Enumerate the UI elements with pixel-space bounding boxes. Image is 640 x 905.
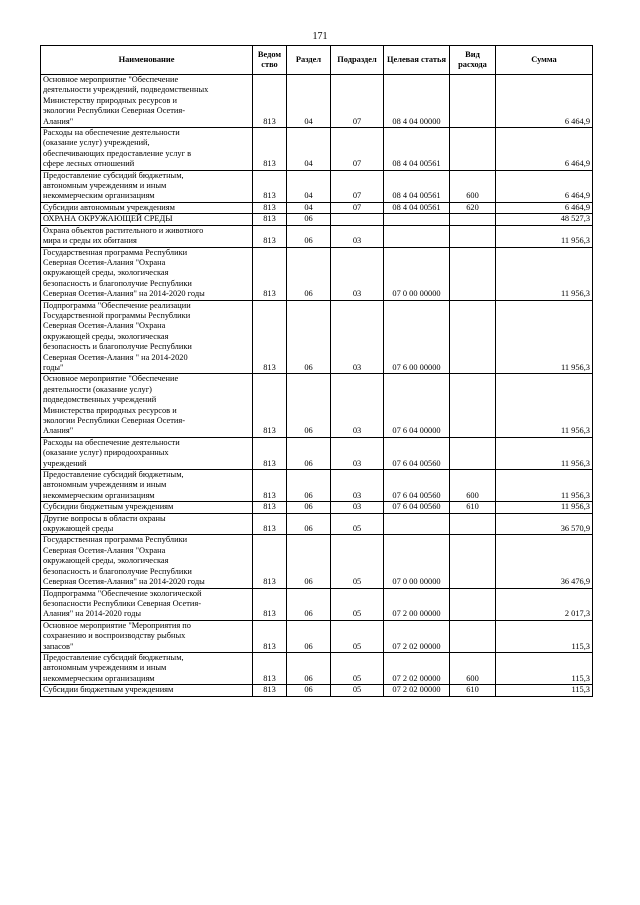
- cell-sum: 11 956,3: [496, 437, 593, 469]
- cell-target: 07 6 04 00560: [384, 470, 450, 502]
- cell-name: Субсидии бюджетным учреждениям: [41, 502, 253, 513]
- cell-target: 07 0 00 00000: [384, 247, 450, 300]
- cell-podrazdel: [331, 214, 384, 225]
- cell-vid: [450, 214, 496, 225]
- cell-razdel: 06: [287, 437, 331, 469]
- cell-podrazdel: 03: [331, 502, 384, 513]
- cell-podrazdel: 03: [331, 225, 384, 247]
- table-row: [41, 535, 593, 588]
- cell-sum: 36 570,9: [496, 513, 593, 535]
- cell-target: 08 4 04 00561: [384, 202, 450, 213]
- cell-name: Расходы на обеспечение деятельности (оказание услуг) учреждений, обеспечивающих предоставление услуг в сфере лесных отношений: [41, 128, 253, 171]
- header-razdel: Раздел: [287, 46, 331, 75]
- cell-name: Основное мероприятие "Обеспечение деятельности (оказание услуг) подведомственных учреждений Министерства природных ресурсов и экологии Республики Северная Осетия- Алания": [41, 374, 253, 437]
- cell-name: Предоставление субсидий бюджетным, автономным учреждениям и иным некоммерческим организациям: [41, 470, 253, 502]
- cell-name: Охрана объектов растительного и животного мира и среды их обитания: [41, 225, 253, 247]
- cell-vedom: 813: [253, 374, 287, 437]
- cell-name: Субсидии автономным учреждениям: [41, 202, 253, 213]
- header-vedom: Ведом ство: [253, 46, 287, 75]
- cell-vedom: 813: [253, 247, 287, 300]
- cell-razdel: 06: [287, 225, 331, 247]
- table-row: [41, 202, 593, 213]
- table-header-row: [41, 46, 593, 75]
- cell-podrazdel: 03: [331, 437, 384, 469]
- cell-podrazdel: 07: [331, 128, 384, 171]
- cell-sum: 2 017,3: [496, 588, 593, 620]
- cell-podrazdel: 05: [331, 513, 384, 535]
- cell-razdel: 06: [287, 300, 331, 374]
- cell-razdel: 04: [287, 75, 331, 128]
- cell-vedom: 813: [253, 202, 287, 213]
- table-row: [41, 502, 593, 513]
- cell-target: 07 2 02 00000: [384, 620, 450, 652]
- table-row: [41, 374, 593, 437]
- cell-sum: 11 956,3: [496, 225, 593, 247]
- cell-name: Предоставление субсидий бюджетным, автономным учреждениям и иным некоммерческим организациям: [41, 652, 253, 684]
- cell-target: 07 2 02 00000: [384, 652, 450, 684]
- cell-vid: [450, 620, 496, 652]
- cell-podrazdel: 03: [331, 470, 384, 502]
- cell-target: 07 6 04 00000: [384, 374, 450, 437]
- cell-vedom: 813: [253, 225, 287, 247]
- cell-target: [384, 214, 450, 225]
- cell-razdel: 06: [287, 685, 331, 696]
- cell-vid: [450, 374, 496, 437]
- cell-sum: 11 956,3: [496, 470, 593, 502]
- cell-vid: [450, 247, 496, 300]
- cell-target: 07 0 00 00000: [384, 535, 450, 588]
- header-podrazdel: Подраздел: [331, 46, 384, 75]
- cell-vid: [450, 225, 496, 247]
- table-row: [41, 75, 593, 128]
- cell-target: 07 2 02 00000: [384, 685, 450, 696]
- budget-table: [40, 45, 593, 697]
- cell-razdel: 04: [287, 128, 331, 171]
- cell-vedom: 813: [253, 535, 287, 588]
- cell-sum: 48 527,3: [496, 214, 593, 225]
- cell-vedom: 813: [253, 437, 287, 469]
- cell-sum: 6 464,9: [496, 75, 593, 128]
- cell-razdel: 06: [287, 620, 331, 652]
- header-name: Наименование: [41, 46, 253, 75]
- cell-sum: 6 464,9: [496, 170, 593, 202]
- cell-razdel: 06: [287, 535, 331, 588]
- cell-vedom: 813: [253, 685, 287, 696]
- cell-name: Подпрограмма "Обеспечение экологической безопасности Республики Северная Осетия- Алания" на 2014-2020 годы: [41, 588, 253, 620]
- cell-name: Предоставление субсидий бюджетным, автономным учреждениям и иным некоммерческим организациям: [41, 170, 253, 202]
- cell-razdel: 06: [287, 247, 331, 300]
- cell-vedom: 813: [253, 502, 287, 513]
- table-row: [41, 170, 593, 202]
- cell-vid: [450, 513, 496, 535]
- cell-podrazdel: 05: [331, 685, 384, 696]
- cell-podrazdel: 05: [331, 535, 384, 588]
- cell-vedom: 813: [253, 128, 287, 171]
- cell-sum: 6 464,9: [496, 202, 593, 213]
- cell-sum: 115,3: [496, 652, 593, 684]
- cell-podrazdel: 07: [331, 170, 384, 202]
- cell-target: 08 4 04 00000: [384, 75, 450, 128]
- cell-vedom: 813: [253, 470, 287, 502]
- cell-vid: [450, 128, 496, 171]
- cell-vedom: 813: [253, 652, 287, 684]
- cell-name: Государственная программа Республики Северная Осетия-Алания "Охрана окружающей среды, экологическая безопасность и благополучие Республики Северная Осетия-Алания" на 2014-2020 годы: [41, 247, 253, 300]
- cell-sum: 11 956,3: [496, 502, 593, 513]
- cell-vid: [450, 437, 496, 469]
- cell-name: Государственная программа Республики Северная Осетия-Алания "Охрана окружающей среды, экологическая безопасность и благополучие Республики Северная Осетия-Алания" на 2014-2020 годы: [41, 535, 253, 588]
- cell-podrazdel: 03: [331, 247, 384, 300]
- header-vid: Вид расхода: [450, 46, 496, 75]
- table-row: [41, 470, 593, 502]
- cell-vid: 600: [450, 652, 496, 684]
- cell-vid: [450, 75, 496, 128]
- cell-vedom: 813: [253, 513, 287, 535]
- table-row: [41, 620, 593, 652]
- cell-target: 07 2 00 00000: [384, 588, 450, 620]
- cell-vid: 620: [450, 202, 496, 213]
- table-row: [41, 685, 593, 696]
- cell-sum: 11 956,3: [496, 374, 593, 437]
- cell-razdel: 06: [287, 470, 331, 502]
- cell-podrazdel: 05: [331, 588, 384, 620]
- cell-name: ОХРАНА ОКРУЖАЮЩЕЙ СРЕДЫ: [41, 214, 253, 225]
- cell-podrazdel: 07: [331, 202, 384, 213]
- page-number: 171: [312, 31, 328, 42]
- cell-vid: 600: [450, 470, 496, 502]
- cell-vid: [450, 535, 496, 588]
- cell-razdel: 06: [287, 513, 331, 535]
- table-row: [41, 300, 593, 374]
- cell-target: 07 6 04 00560: [384, 437, 450, 469]
- cell-sum: 6 464,9: [496, 128, 593, 171]
- cell-vid: [450, 300, 496, 374]
- cell-target: 08 4 04 00561: [384, 170, 450, 202]
- cell-sum: 115,3: [496, 620, 593, 652]
- table-row: [41, 225, 593, 247]
- cell-podrazdel: 05: [331, 652, 384, 684]
- cell-vedom: 813: [253, 75, 287, 128]
- cell-vid: 610: [450, 502, 496, 513]
- cell-podrazdel: 07: [331, 75, 384, 128]
- cell-name: Другие вопросы в области охраны окружающей среды: [41, 513, 253, 535]
- table-row: [41, 214, 593, 225]
- cell-podrazdel: 03: [331, 300, 384, 374]
- cell-name: Субсидии бюджетным учреждениям: [41, 685, 253, 696]
- cell-vedom: 813: [253, 620, 287, 652]
- cell-target: [384, 225, 450, 247]
- cell-podrazdel: 03: [331, 374, 384, 437]
- cell-sum: 11 956,3: [496, 247, 593, 300]
- cell-vid: 610: [450, 685, 496, 696]
- cell-vedom: 813: [253, 300, 287, 374]
- cell-vid: [450, 588, 496, 620]
- cell-name: Основное мероприятие "Обеспечение деятельности учреждений, подведомственных Министерству природных ресурсов и экологии Республики Северная Осетия- Алания": [41, 75, 253, 128]
- table-row: [41, 513, 593, 535]
- table-row: [41, 128, 593, 171]
- cell-name: Расходы на обеспечение деятельности (оказание услуг) природоохранных учреждений: [41, 437, 253, 469]
- cell-vedom: 813: [253, 214, 287, 225]
- cell-razdel: 06: [287, 502, 331, 513]
- cell-razdel: 06: [287, 374, 331, 437]
- table-row: [41, 588, 593, 620]
- cell-razdel: 06: [287, 214, 331, 225]
- header-sum: Сумма: [496, 46, 593, 75]
- cell-target: 07 6 04 00560: [384, 502, 450, 513]
- cell-razdel: 06: [287, 588, 331, 620]
- table-row: [41, 652, 593, 684]
- cell-podrazdel: 05: [331, 620, 384, 652]
- cell-razdel: 06: [287, 652, 331, 684]
- cell-name: Основное мероприятие "Мероприятия по сохранению и воспроизводству рыбных запасов": [41, 620, 253, 652]
- cell-sum: 36 476,9: [496, 535, 593, 588]
- cell-vedom: 813: [253, 588, 287, 620]
- cell-target: 07 6 00 00000: [384, 300, 450, 374]
- cell-vedom: 813: [253, 170, 287, 202]
- cell-target: [384, 513, 450, 535]
- cell-sum: 11 956,3: [496, 300, 593, 374]
- cell-sum: 115,3: [496, 685, 593, 696]
- cell-name: Подпрограмма "Обеспечение реализации Государственной программы Республики Северная Осетия-Алания "Охрана окружающей среды, экологическая безопасность и благополучие Республики Северная Осетия-Алания " на 2014-2020 годы": [41, 300, 253, 374]
- cell-target: 08 4 04 00561: [384, 128, 450, 171]
- table-row: [41, 437, 593, 469]
- table-row: [41, 247, 593, 300]
- cell-razdel: 04: [287, 170, 331, 202]
- cell-razdel: 04: [287, 202, 331, 213]
- header-target: Целевая статья: [384, 46, 450, 75]
- cell-vid: 600: [450, 170, 496, 202]
